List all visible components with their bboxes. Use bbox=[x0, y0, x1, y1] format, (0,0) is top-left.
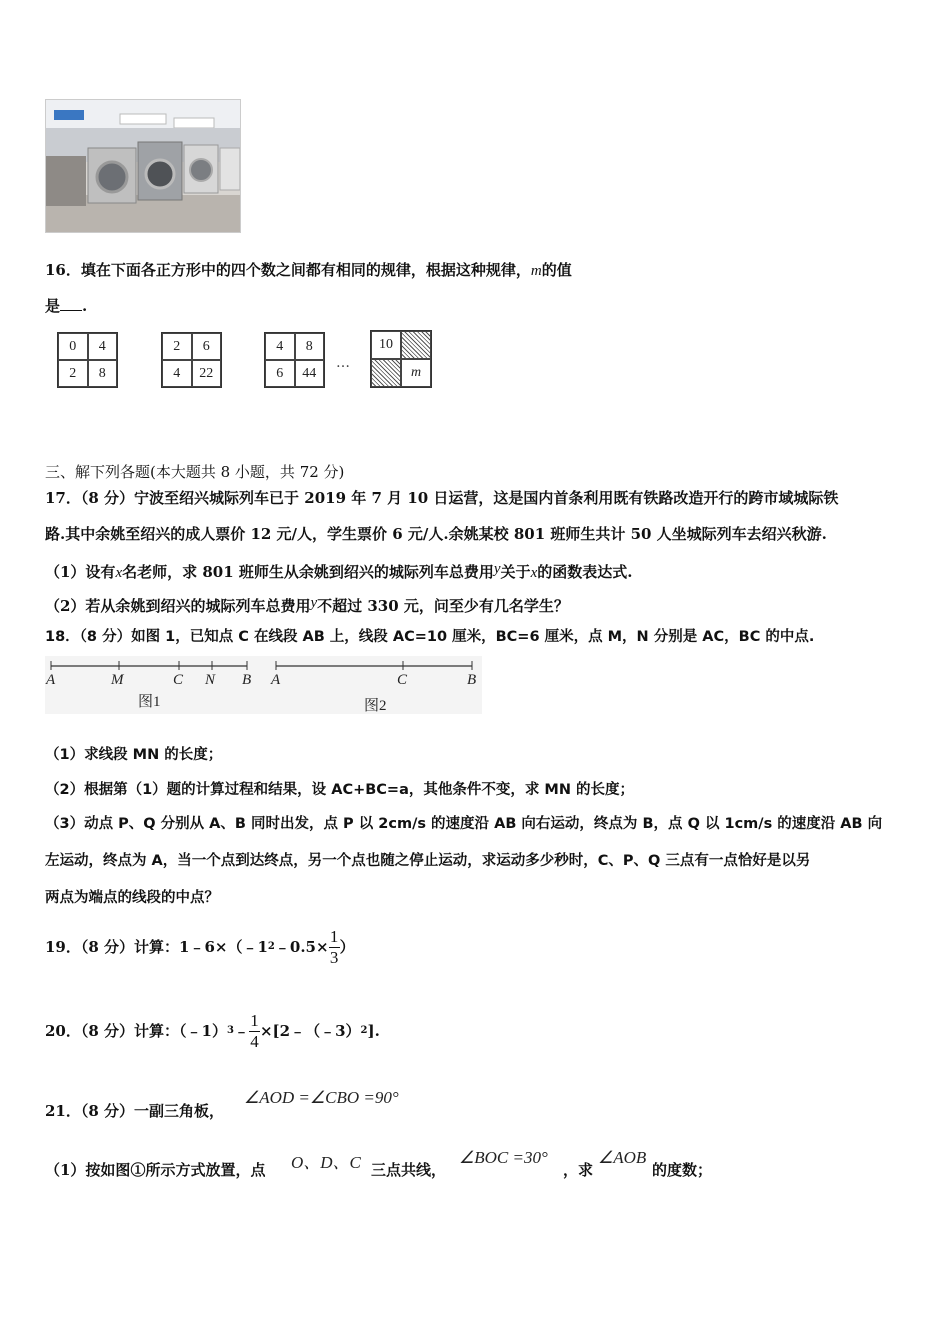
q21-part1-d: 的度数； bbox=[652, 1161, 713, 1179]
q18-part1: （1）求线段 MN 的长度； bbox=[45, 747, 223, 763]
q21-part1-a: （1）按如图①所示方式放置，点 bbox=[45, 1161, 266, 1179]
section-heading: 三、解下列各题(本大题共 8 小题，共 72 分) bbox=[45, 463, 345, 481]
square-cell: 6 bbox=[192, 333, 222, 360]
q18-part3-line2: 左运动，终点为 A，当一个点到达终点，另一个点也随之停止运动，求运动多少秒时，C、P、Q 三点有一点恰好是以另 bbox=[45, 853, 811, 869]
q21-angle-boc: ∠BOC =30° bbox=[459, 1148, 548, 1167]
segment-figure bbox=[45, 656, 482, 714]
q21-intro: 21．（8 分）一副三角板， bbox=[45, 1102, 225, 1120]
q16-line2: 是 . bbox=[45, 297, 88, 315]
q18-part3-line3: 两点为端点的线段的中点？ bbox=[45, 890, 219, 906]
figure-2-caption: 图2 bbox=[364, 698, 387, 714]
number-square-4 bbox=[370, 330, 432, 388]
point-label-c: C bbox=[397, 672, 408, 688]
q21-part1-b: 三点共线， bbox=[371, 1161, 447, 1179]
square-cell: 4 bbox=[88, 333, 118, 360]
square-cell: 0 bbox=[58, 333, 88, 360]
point-label-n: N bbox=[205, 672, 216, 688]
number-square-1 bbox=[57, 332, 118, 388]
square-cell: 4 bbox=[162, 360, 192, 387]
point-label-a: A bbox=[46, 672, 56, 688]
square-cell: 2 bbox=[162, 333, 192, 360]
point-label-b: B bbox=[242, 672, 252, 688]
q18-line1: 18．（8 分）如图 1，已知点 C 在线段 AB 上，线段 AC=10 厘米，BC=6 厘米，点 M，N 分别是 AC，BC 的中点. bbox=[45, 629, 815, 645]
square-cell: 44 bbox=[295, 360, 325, 387]
fraction-one-third: $\frac{1}{3}$ bbox=[329, 926, 339, 967]
number-square-3 bbox=[264, 332, 325, 388]
square-cell: 4 bbox=[265, 333, 295, 360]
q18-part2: （2）根据第（1）题的计算过程和结果，设 AC+BC=a，其他条件不变，求 MN 的长度； bbox=[45, 782, 635, 798]
square-cell: 22 bbox=[192, 360, 222, 387]
q17-line1: 17．（8 分）宁波至绍兴城际列车已于 2019 年 7 月 10 日运营，这是国内首条利用既有铁路改造开行的跨市域城际铁 bbox=[45, 489, 839, 507]
answer-blank bbox=[60, 296, 82, 311]
q21-points: O、D、C bbox=[291, 1153, 361, 1172]
point-label-m: M bbox=[111, 672, 124, 688]
q21-angle-aob: ∠AOB bbox=[598, 1148, 647, 1167]
hatched-cell bbox=[371, 359, 401, 387]
square-cell: 8 bbox=[88, 360, 118, 387]
square-cell: 6 bbox=[265, 360, 295, 387]
q20-expression: 20．（8 分）计算：（﹣1） 3 ﹣ $\frac{1}{4}$ ×[2﹣（﹣3） 2 ]. bbox=[45, 1010, 380, 1051]
hatched-cell bbox=[401, 331, 431, 359]
q17-line2: 路.其中余姚至绍兴的成人票价 12 元/人，学生票价 6 元/人.余姚某校 801 班师生共计 50 人坐城际列车去绍兴秋游. bbox=[45, 525, 827, 543]
figure-1-caption: 图1 bbox=[138, 694, 161, 710]
washing-machine-photo bbox=[45, 99, 241, 233]
number-square-2 bbox=[161, 332, 222, 388]
q17-part2: （2）若从余姚到绍兴的城际列车总费用y不超过 330 元，问至少有几名学生？ bbox=[45, 595, 569, 615]
square-cell: 8 bbox=[295, 333, 325, 360]
sequence-ellipsis: … bbox=[336, 355, 350, 371]
point-label-b: B bbox=[467, 672, 477, 688]
q21-part1-c: ，求 bbox=[563, 1161, 594, 1179]
q19-expression: 19．（8 分）计算：1﹣6×（﹣1 2 ﹣0.5× $\frac{1}{3}$ ） bbox=[45, 926, 355, 967]
q16-line1: 16．填在下面各正方形中的四个数之间都有相同的规律，根据这种规律，m的值 bbox=[45, 261, 572, 279]
point-label-a: A bbox=[271, 672, 281, 688]
square-cell: 10 bbox=[371, 331, 401, 359]
square-cell: 2 bbox=[58, 360, 88, 387]
point-label-c: C bbox=[173, 672, 184, 688]
square-cell-m: m bbox=[401, 359, 431, 387]
q18-part3-line1: （3）动点 P、Q 分别从 A、B 同时出发，点 P 以 2cm/s 的速度沿 AB 向右运动，终点为 B，点 Q 以 1cm/s 的速度沿 AB 向 bbox=[45, 816, 883, 832]
fraction-one-quarter: $\frac{1}{4}$ bbox=[250, 1010, 259, 1051]
q21-formula: ∠AOD =∠CBO =90° bbox=[244, 1088, 399, 1107]
q17-part1: （1）设有x名老师，求 801 班师生从余姚到绍兴的城际列车总费用y关于x的函数表达式. bbox=[45, 561, 633, 581]
